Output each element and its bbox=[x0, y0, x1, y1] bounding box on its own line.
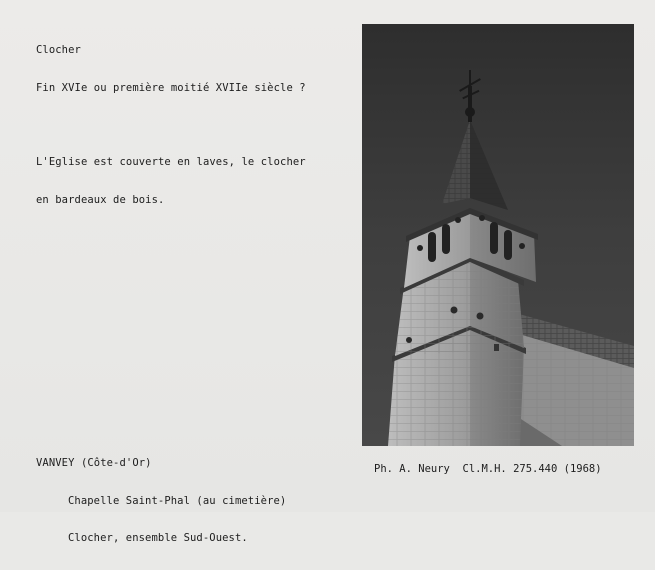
notes-spacer bbox=[36, 119, 306, 131]
notes-roofing-1: L'Eglise est couverte en laves, le clocher bbox=[36, 156, 306, 168]
notes-title: Clocher bbox=[36, 44, 81, 56]
notes-dating: Fin XVIe ou première moitié XVIIe siècle ? bbox=[36, 81, 306, 94]
caption-place: VANVEY (Côte-d'Or) bbox=[36, 457, 152, 469]
photo-credit: Ph. A. Neury Cl.M.H. 275.440 (1968) bbox=[374, 463, 602, 475]
description-notes bbox=[36, 19, 306, 231]
caption-view: Clocher, ensemble Sud-Ouest. bbox=[68, 532, 248, 544]
photo-caption bbox=[36, 432, 286, 570]
notes-roofing-2: en bardeaux de bois. bbox=[36, 193, 165, 206]
caption-building: Chapelle Saint-Phal (au cimetière) bbox=[68, 494, 287, 507]
bell-tower-photo bbox=[362, 24, 634, 446]
